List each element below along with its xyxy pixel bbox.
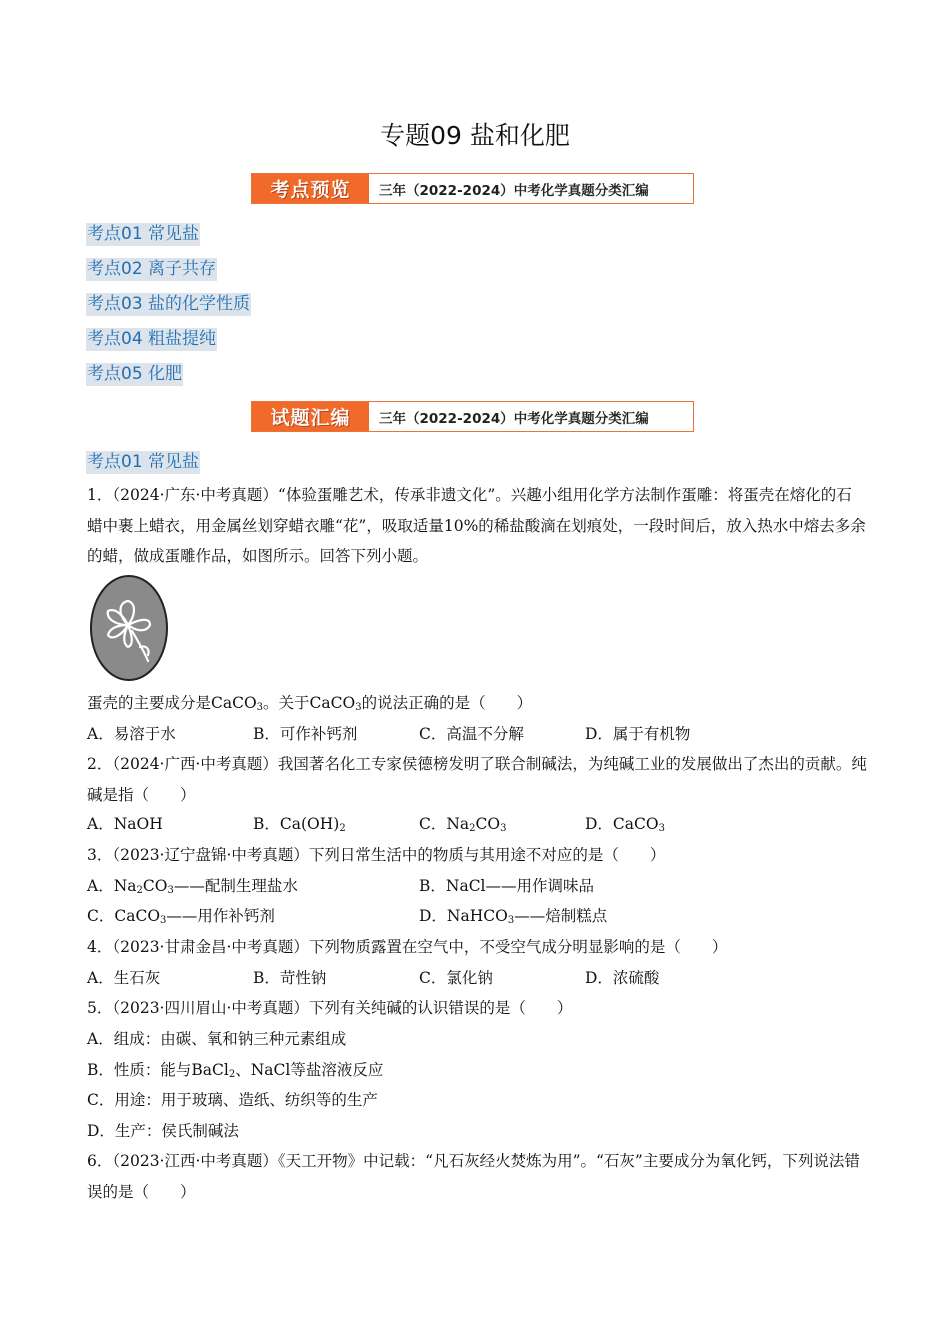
q4-option-c[interactable]: C．氯化钠 xyxy=(419,969,493,987)
toc-item-05[interactable]: 考点05 化肥 xyxy=(87,364,183,384)
q4-option-a[interactable]: A．生石灰 xyxy=(87,969,161,987)
banner-preview xyxy=(251,173,694,204)
q2-option-c[interactable]: C．$Na_2CO_3$ xyxy=(419,815,507,834)
section-heading: 考点01 常见盐 xyxy=(87,452,200,472)
q1-subquestion: 蛋壳的主要成分是CaCO$_3$。关于CaCO$_3$的说法正确的是（ ） xyxy=(87,694,533,713)
q1-option-a[interactable]: A．易溶于水 xyxy=(87,725,176,743)
q2-stem: 2．（2024·广西·中考真题）我国著名化工专家侯德榜发明了联合制碱法，为纯碱工业的发展做出了杰出的贡献。纯碱是指（ ） xyxy=(87,755,867,804)
toc-item-03[interactable]: 考点03 盐的化学性质 xyxy=(87,294,251,314)
banner-text: 三年（2022-2024）中考化学真题分类汇编 xyxy=(379,410,649,427)
egg-carving-figure xyxy=(88,573,170,683)
q4-option-b[interactable]: B．苛性钠 xyxy=(253,969,327,987)
q6-stem: 6．（2023·江西·中考真题）《天工开物》中记载：“凡石灰经火焚炼为用”。“石灰”主要成分为氧化钙，下列说法错误的是（ ） xyxy=(87,1152,860,1201)
q3-option-a[interactable]: A．$Na_2CO_3——$配制生理盐水 xyxy=(87,877,298,896)
page-title: 专题09 盐和化肥 xyxy=(380,121,570,150)
q4-option-d[interactable]: D．浓硫酸 xyxy=(585,969,660,987)
q5-option-a[interactable]: A．组成：由碳、氧和钠三种元素组成 xyxy=(87,1030,347,1048)
q5-option-d[interactable]: D．生产：侯氏制碱法 xyxy=(87,1122,239,1140)
q3-option-d[interactable]: D．NaHCO$_3$——焙制糕点 xyxy=(419,907,608,926)
toc-item-02[interactable]: 考点02 离子共存 xyxy=(87,259,217,279)
banner-tag: 试题汇编 xyxy=(252,402,369,431)
banner-exercises xyxy=(251,401,694,432)
q2-option-d[interactable]: D．CaCO$_3$ xyxy=(585,815,665,834)
q5-stem: 5．（2023·四川眉山·中考真题）下列有关纯碱的认识错误的是（ ） xyxy=(87,999,573,1017)
q1-option-c[interactable]: C．高温不分解 xyxy=(419,725,524,743)
q5-option-b[interactable]: B．性质：能与BaCl$_2$、NaCl等盐溶液反应 xyxy=(87,1061,384,1080)
q2-option-a[interactable]: A．NaOH xyxy=(87,815,163,833)
q1-stem: 1．（2024·广东·中考真题）“体验蛋雕艺术，传承非遗文化”。兴趣小组用化学方法制作蛋雕：将蛋壳在熔化的石蜡中裹上蜡衣，用金属丝划穿蜡衣雕“花”，吸取适量10%的稀盐酸滴在划痕处，一段时间后，放入热水中熔去多余的蜡，做成蛋雕作品，如图所示。回答下列小题。 xyxy=(87,486,866,565)
q5-option-c[interactable]: C．用途：用于玻璃、造纸、纺织等的生产 xyxy=(87,1091,378,1109)
q2-option-b[interactable]: B．$Ca(OH)_2$ xyxy=(253,815,346,834)
q3-option-c[interactable]: C．CaCO$_3$——用作补钙剂 xyxy=(87,907,275,926)
q1-option-d[interactable]: D．属于有机物 xyxy=(585,725,691,743)
toc-item-01[interactable]: 考点01 常见盐 xyxy=(87,224,200,244)
q1-option-b[interactable]: B．可作补钙剂 xyxy=(253,725,358,743)
q4-stem: 4．（2023·甘肃金昌·中考真题）下列物质露置在空气中，不受空气成分明显影响的是（ ） xyxy=(87,938,728,956)
q3-stem: 3．（2023·辽宁盘锦·中考真题）下列日常生活中的物质与其用途不对应的是（ ） xyxy=(87,846,666,864)
q3-option-b[interactable]: B．NaCl——用作调味品 xyxy=(419,877,595,895)
banner-text: 三年（2022-2024）中考化学真题分类汇编 xyxy=(379,182,649,199)
toc-item-04[interactable]: 考点04 粗盐提纯 xyxy=(87,329,217,349)
banner-tag: 考点预览 xyxy=(252,174,369,203)
